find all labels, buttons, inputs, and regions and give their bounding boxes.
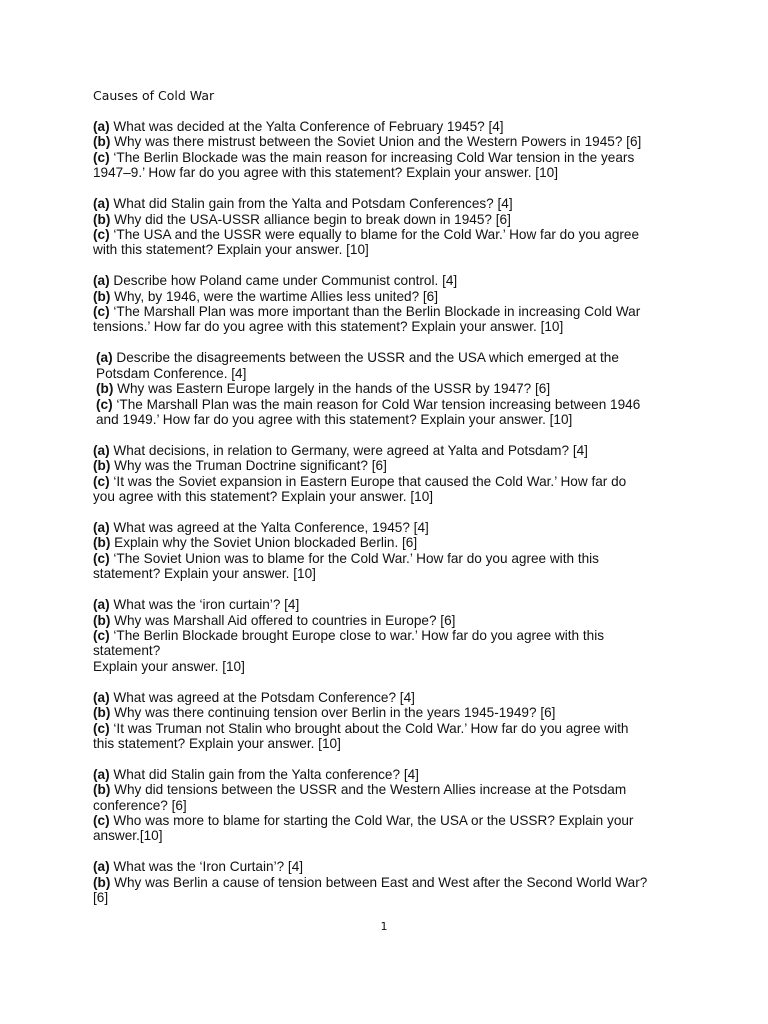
question-text: answer.[10] bbox=[93, 828, 163, 844]
question-text: Why did the USA-USSR alliance begin to break down in 1945? [6] bbox=[110, 211, 511, 227]
question-part-letter: (c) bbox=[93, 720, 110, 736]
question-line bbox=[96, 397, 693, 412]
question-text: What decisions, in relation to Germany, were agreed at Yalta and Potsdam? [4] bbox=[109, 442, 588, 458]
question-line bbox=[93, 813, 693, 828]
question-list bbox=[93, 119, 693, 921]
question-text: tensions.’ How far do you agree with this statement? Explain your answer. [10] bbox=[93, 319, 564, 335]
question-part-letter: (b) bbox=[93, 612, 111, 628]
question-line bbox=[93, 736, 693, 751]
question-part-letter: (b) bbox=[93, 211, 111, 227]
question-text: Explain your answer. [10] bbox=[93, 658, 245, 674]
question-part-letter: (a) bbox=[96, 350, 113, 366]
question-text: this statement? Explain your answer. [10] bbox=[93, 735, 341, 751]
question-line bbox=[93, 227, 693, 242]
question-line bbox=[93, 474, 693, 489]
question-text: What was the ‘iron curtain’? [4] bbox=[109, 597, 300, 613]
question-line bbox=[93, 319, 693, 334]
question-line bbox=[96, 366, 693, 381]
question-line bbox=[96, 350, 693, 365]
question-line bbox=[96, 412, 693, 427]
question-line bbox=[93, 890, 693, 905]
question-text: Explain why the Soviet Union blockaded Berlin. [6] bbox=[110, 535, 418, 551]
question-text: ‘The Marshall Plan was more important than the Berlin Blockade in increasing Cold War bbox=[109, 304, 641, 320]
question-line bbox=[93, 119, 693, 134]
question-part-letter: (a) bbox=[93, 689, 110, 705]
question-part-letter: (c) bbox=[93, 813, 110, 829]
question-line bbox=[93, 535, 693, 550]
question-part-letter: (a) bbox=[93, 273, 110, 289]
question-part-letter: (b) bbox=[93, 535, 111, 551]
question-text: What was the ‘Iron Curtain’? [4] bbox=[109, 859, 304, 875]
question-line bbox=[93, 489, 693, 504]
question-line bbox=[93, 289, 693, 304]
question-line bbox=[93, 721, 693, 736]
question-line bbox=[93, 150, 693, 165]
question-line bbox=[93, 767, 693, 782]
question-text: with this statement? Explain your answer. [10] bbox=[93, 242, 369, 258]
question-part-letter: (a) bbox=[93, 859, 110, 875]
question-text: ‘The Berlin Blockade was the main reason for increasing Cold War tension in the years bbox=[109, 149, 635, 165]
question-block bbox=[93, 520, 693, 582]
question-text: statement? Explain your answer. [10] bbox=[93, 566, 316, 582]
question-text: ‘The USA and the USSR were equally to blame for the Cold War.’ How far do you agree bbox=[109, 226, 640, 242]
question-part-letter: (a) bbox=[93, 597, 110, 613]
question-line bbox=[93, 705, 693, 720]
question-line bbox=[93, 613, 693, 628]
question-line bbox=[93, 828, 693, 843]
question-line bbox=[93, 304, 693, 319]
question-part-letter: (b) bbox=[93, 705, 111, 721]
question-text: Why was there mistrust between the Soviet Union and the Western Powers in 1945? [6] bbox=[110, 134, 642, 150]
question-part-letter: (b) bbox=[96, 381, 114, 397]
question-line bbox=[93, 659, 693, 674]
question-line bbox=[93, 134, 693, 149]
question-text: Why, by 1946, were the wartime Allies less united? [6] bbox=[110, 288, 439, 304]
question-line bbox=[93, 212, 693, 227]
question-part-letter: (a) bbox=[93, 520, 110, 536]
question-part-letter: (c) bbox=[96, 396, 113, 412]
question-part-letter: (b) bbox=[93, 458, 111, 474]
question-line bbox=[93, 643, 693, 658]
question-text: [6] bbox=[93, 890, 109, 906]
question-part-letter: (a) bbox=[93, 766, 110, 782]
question-text: ‘The Soviet Union was to blame for the Cold War.’ How far do you agree with this bbox=[109, 550, 599, 566]
question-block bbox=[93, 350, 693, 427]
question-line bbox=[93, 798, 693, 813]
question-line bbox=[93, 566, 693, 581]
question-block bbox=[93, 690, 693, 752]
question-text: Describe the disagreements between the USSR and the USA which emerged at the bbox=[112, 350, 619, 366]
question-part-letter: (b) bbox=[93, 782, 111, 798]
question-text: Potsdam Conference. [4] bbox=[96, 365, 247, 381]
question-part-letter: (b) bbox=[93, 288, 111, 304]
question-block bbox=[93, 119, 693, 181]
question-part-letter: (c) bbox=[93, 473, 110, 489]
question-line bbox=[93, 196, 693, 211]
question-text: Why was Eastern Europe largely in the hands of the USSR by 1947? [6] bbox=[113, 381, 551, 397]
question-text: statement? bbox=[93, 643, 161, 659]
question-part-letter: (b) bbox=[93, 874, 111, 890]
question-text: 1947–9.’ How far do you agree with this statement? Explain your answer. [10] bbox=[93, 165, 558, 181]
question-part-letter: (c) bbox=[93, 149, 110, 165]
question-text: and 1949.’ How far do you agree with this statement? Explain your answer. [10] bbox=[96, 412, 573, 427]
question-line bbox=[93, 458, 693, 473]
question-line bbox=[93, 273, 693, 288]
question-text: What was decided at the Yalta Conference of February 1945? [4] bbox=[109, 119, 504, 134]
question-line bbox=[93, 628, 693, 643]
question-line bbox=[93, 165, 693, 180]
question-block bbox=[93, 597, 693, 674]
question-block bbox=[93, 196, 693, 258]
question-line bbox=[93, 242, 693, 257]
question-line bbox=[96, 381, 693, 396]
question-text: Describe how Poland came under Communist control. [4] bbox=[109, 273, 458, 289]
question-text: ‘It was Truman not Stalin who brought about the Cold War.’ How far do you agree with bbox=[109, 720, 629, 736]
question-text: Who was more to blame for starting the Cold War, the USA or the USSR? Explain your bbox=[109, 813, 634, 829]
question-line bbox=[93, 520, 693, 535]
question-part-letter: (c) bbox=[93, 550, 110, 566]
question-part-letter: (a) bbox=[93, 196, 110, 212]
question-line bbox=[93, 875, 693, 890]
question-block bbox=[93, 767, 693, 844]
question-text: What did Stalin gain from the Yalta conference? [4] bbox=[109, 766, 419, 782]
question-part-letter: (c) bbox=[93, 627, 110, 643]
question-text: What was agreed at the Potsdam Conference? [4] bbox=[109, 689, 415, 705]
question-text: Why was there continuing tension over Berlin in the years 1945-1949? [6] bbox=[110, 705, 556, 721]
question-part-letter: (c) bbox=[93, 304, 110, 320]
question-part-letter: (c) bbox=[93, 226, 110, 242]
question-text: Why was Berlin a cause of tension between East and West after the Second World War? bbox=[110, 874, 648, 890]
question-text: ‘The Berlin Blockade brought Europe close to war.’ How far do you agree with this bbox=[109, 627, 605, 643]
document-title: Causes of Cold War bbox=[93, 88, 215, 103]
question-line bbox=[93, 443, 693, 458]
question-part-letter: (a) bbox=[93, 119, 110, 134]
question-text: What was agreed at the Yalta Conference, 1945? [4] bbox=[109, 520, 429, 536]
question-block bbox=[93, 273, 693, 335]
question-text: Why was Marshall Aid offered to countries in Europe? [6] bbox=[110, 612, 456, 628]
page-number: 1 bbox=[380, 920, 388, 933]
question-text: ‘It was the Soviet expansion in Eastern Europe that caused the Cold War.’ How far do bbox=[109, 473, 627, 489]
question-part-letter: (a) bbox=[93, 442, 110, 458]
question-text: you agree with this statement? Explain your answer. [10] bbox=[93, 489, 434, 505]
question-line bbox=[93, 551, 693, 566]
question-line bbox=[93, 782, 693, 797]
question-text: conference? [6] bbox=[93, 797, 187, 813]
question-text: Why was the Truman Doctrine significant? [6] bbox=[110, 458, 387, 474]
question-text: ‘The Marshall Plan was the main reason for Cold War tension increasing between 1946 bbox=[112, 396, 641, 412]
question-text: What did Stalin gain from the Yalta and Potsdam Conferences? [4] bbox=[109, 196, 513, 212]
question-block bbox=[93, 859, 693, 905]
question-line bbox=[93, 597, 693, 612]
question-line bbox=[93, 690, 693, 705]
question-block bbox=[93, 443, 693, 505]
question-part-letter: (b) bbox=[93, 134, 111, 150]
question-text: Why did tensions between the USSR and the Western Allies increase at the Potsdam bbox=[110, 782, 627, 798]
question-line bbox=[93, 859, 693, 874]
